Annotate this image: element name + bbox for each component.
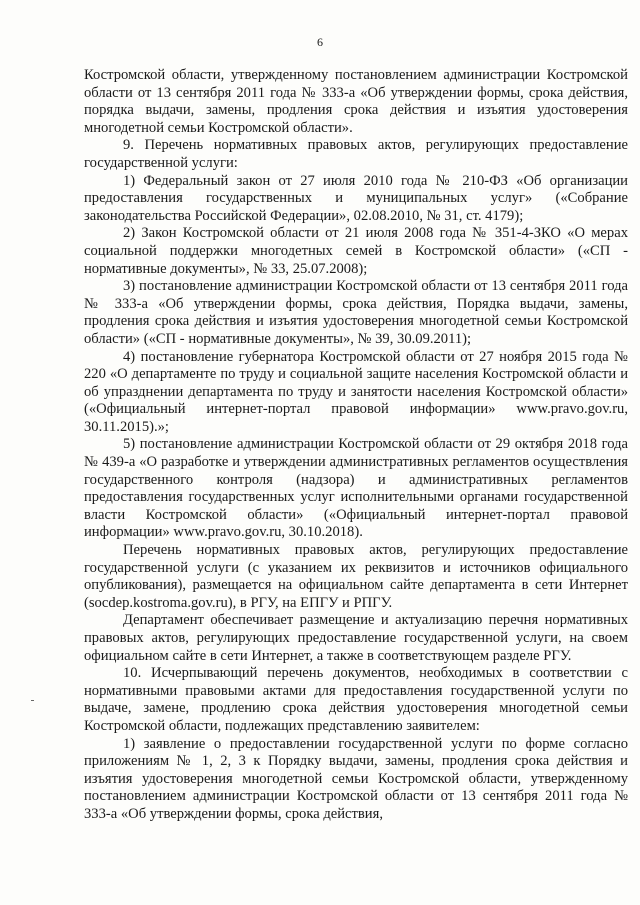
page-number: 6 (317, 35, 323, 49)
list-item-resolution-439a: 5) постановление администрации Костромской области от 29 октября 2018 года № 439-а «О разработке и утверждении административных регламентов осуществления государственного контроля (надзора) и административных регламентов предоставления государственных услуг исполнительными органами государственной власти Костромской области» («Официальный интернет-портал правовой информации» www.pravo.gov.ru, 30.10.2018). (84, 436, 628, 541)
list-item-federal-law: 1) Федеральный закон от 27 июля 2010 года № 210-ФЗ «Об организации предоставления государственных и муниципальных услуг» («Собрание законодательства Российской Федерации», 02.08.2010, № 31, ст. 4179); (84, 172, 628, 224)
list-item-governor-resolution: 4) постановление губернатора Костромской области от 27 ноября 2015 года № 220 «О департаменте по труду и социальной защите населения Костромской области и об упразднении департамента по труду и занятости населения Костромской области» («Официальный интернет-портал правовой информации» www.pravo.gov.ru, 30.11.2015).»; (84, 348, 628, 435)
paragraph-department-duty: Департамент обеспечивает размещение и актуализацию перечня нормативных правовых актов, регулирующих предоставление государственной услуги, на своем официальном сайте в сети Интернет, а также в соответствующем разделе РГУ. (84, 612, 628, 664)
list-item-application: 1) заявление о предоставлении государственной услуги по форме согласно приложениям № 1, 2, 3 к Порядку выдачи, замены, продления срока действия и изъятия удостоверения многодетной семьи Костромской области, утвержденному постановлением администрации Костромской области от 13 сентября 2011 года № 333-а «Об утверждении формы, срока действия, (84, 735, 628, 822)
document-body (84, 67, 628, 824)
list-item-resolution-333a: 3) постановление администрации Костромской области от 13 сентября 2011 года № 333-а «Об утверждении формы, срока действия, Порядка выдачи, замены, продления срока действия и изъятия удостоверения многодетной семьи Костромской области» («СП - нормативные документы», № 39, 30.09.2011); (84, 278, 628, 347)
paragraph-item-9: 9. Перечень нормативных правовых актов, регулирующих предоставление государственной услуги: (84, 137, 628, 171)
paragraph-item-10: 10. Исчерпывающий перечень документов, необходимых в соответствии с нормативными правовыми актами для предоставления государственной услуги по выдаче, замене, продлению срока действия удостоверения многодетной семьи Костромской области, подлежащих представлению заявителем: (84, 665, 628, 734)
scan-margin-mark (31, 700, 34, 701)
list-item-regional-law: 2) Закон Костромской области от 21 июля 2008 года № 351-4-ЗКО «О мерах социальной поддержки многодетных семей в Костромской области» («СП - нормативные документы», № 33, 25.07.2008); (84, 225, 628, 277)
paragraph-continuation: Костромской области, утвержденному постановлением администрации Костромской области от 13 сентября 2011 года № 333-а «Об утверждении формы, срока действия, порядка выдачи, замены, продления срока действия и изъятия удостоверения многодетной семьи Костромской области». (84, 67, 628, 136)
paragraph-list-publication: Перечень нормативных правовых актов, регулирующих предоставление государственной услуги (с указанием их реквизитов и источников официального опубликования), размещается на официальном сайте департамента в сети Интернет (socdep.kostroma.gov.ru), в РГУ, на ЕПГУ и РПГУ. (84, 542, 628, 611)
